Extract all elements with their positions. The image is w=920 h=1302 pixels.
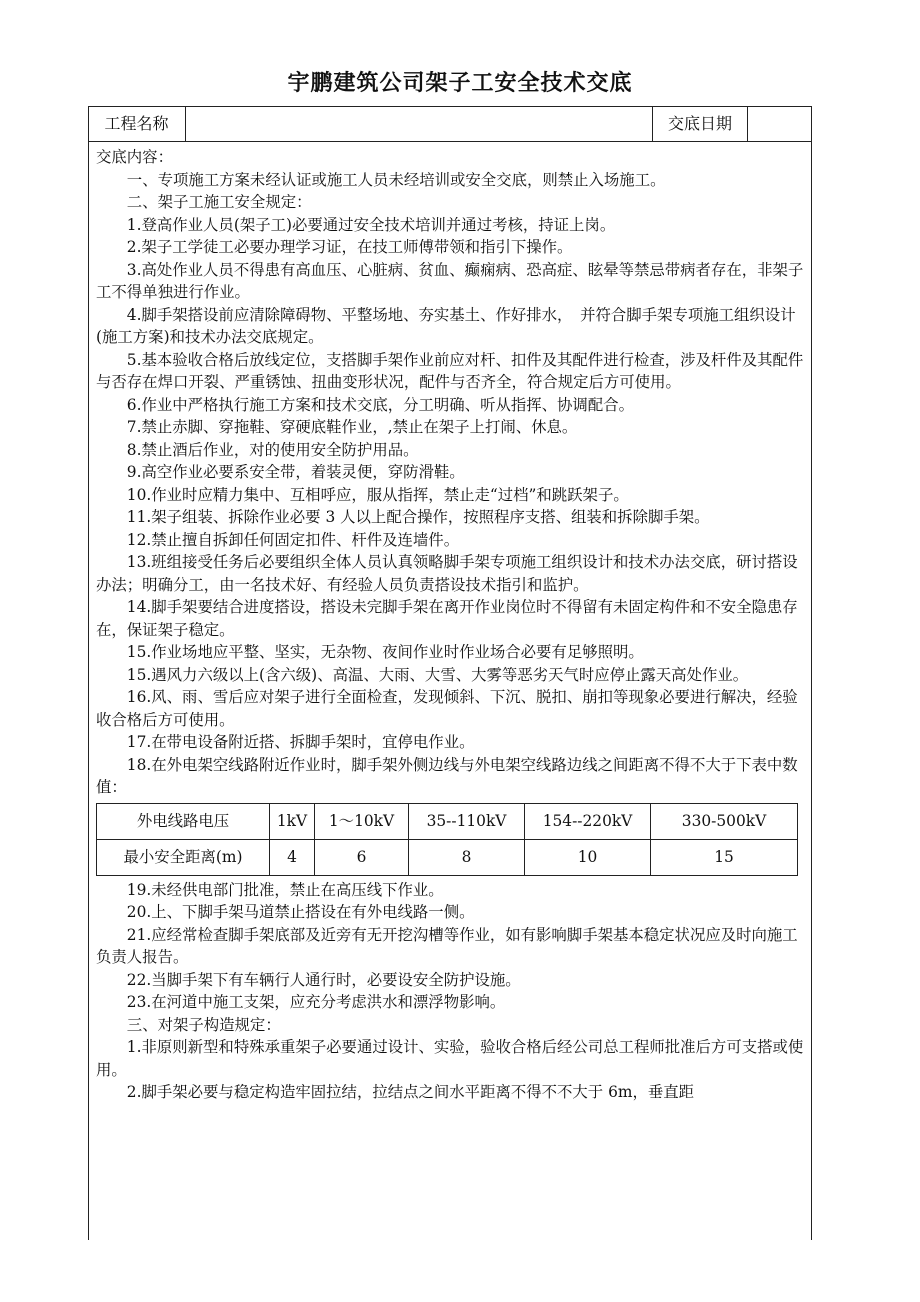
- table-cell: 8: [409, 839, 525, 875]
- voltage-distance-table: [96, 803, 798, 876]
- paragraph: 4.脚手架搭设前应清除障碍物、平整场地、夯实基土、作好排水， 并符合脚手架专项施工组织设计(施工方案)和技术办法交底规定。: [96, 305, 796, 346]
- table-cell: 4: [270, 839, 315, 875]
- paragraph: 21.应经常检查脚手架底部及近旁有无开挖沟槽等作业，如有影响脚手架基本稳定状况应及时向施工负责人报告。: [96, 925, 798, 966]
- paragraph: 2.架子工学徒工必要办理学习证，在技工师傅带领和指引下操作。: [126, 238, 573, 256]
- table-cell: 10: [525, 839, 651, 875]
- header-row: [88, 106, 812, 142]
- table-cell: 最小安全距离(m): [97, 839, 270, 875]
- project-name-label: 工程名称: [88, 106, 186, 141]
- document-title: 宇鹏建筑公司架子工安全技术交底: [287, 71, 633, 96]
- paragraph: 16.风、雨、雪后应对架子进行全面检查，发现倾斜、下沉、脱扣、崩扣等现象必要进行解决，经验收合格后方可使用。: [96, 688, 798, 729]
- paragraph: 2.脚手架必要与稳定构造牢固拉结，拉结点之间水平距离不得不不大于 6m，垂直距: [126, 1083, 695, 1101]
- table-cell: 外电线路电压: [97, 803, 270, 839]
- paragraph: 17.在带电设备附近搭、拆脚手架时，宜停电作业。: [126, 733, 475, 751]
- paragraph: 15.遇风力六级以上(含六级)、高温、大雨、大雪、大雾等恶劣天气时应停止露天高处作业。: [126, 665, 749, 684]
- disclosure-date-field[interactable]: [748, 106, 812, 141]
- paragraph: 20.上、下脚手架马道禁止搭设在有外电线路一侧。: [126, 903, 475, 921]
- table-cell: 330-500kV: [651, 803, 798, 839]
- paragraph: 13.班组接受任务后必要组织全体人员认真领略脚手架专项施工组织设计和技术办法交底，研讨搭设办法；明确分工，由一名技术好、有经验人员负责搭设技术指引和监护。: [96, 553, 798, 594]
- paragraph: 三、对架子构造规定：: [126, 1015, 281, 1034]
- paragraph-list-b: [96, 879, 806, 1104]
- paragraph: 1.登高作业人员(架子工)必要通过安全技术培训并通过考核，持证上岗。: [126, 215, 616, 234]
- paragraph: 6.作业中严格执行施工方案和技术交底，分工明确、听从指挥、协调配合。: [126, 395, 634, 414]
- table-cell: 15: [651, 839, 798, 875]
- table-row: [97, 839, 798, 875]
- content-label: 交底内容：: [96, 148, 173, 166]
- paragraph: 1.非原则新型和特殊承重架子必要通过设计、实验，验收合格后经公司总工程师批准后方可支搭或使用。: [96, 1038, 804, 1079]
- paragraph: 15.作业场地应平整、坚实，无杂物、夜间作业时作业场合必要有足够照明。: [126, 643, 644, 661]
- paragraph: 18.在外电架空线路附近作业时，脚手架外侧边线与外电架空线路边线之间距离不得不大于下表中数值：: [96, 755, 798, 796]
- paragraph: 3.高处作业人员不得患有高血压、心脏病、贫血、癫痫病、恐高症、眩晕等禁忌带病者存在，非架子工不得单独进行作业。: [96, 260, 804, 301]
- paragraph: 14.脚手架要结合进度搭设，搭设未完脚手架在离开作业岗位时不得留有未固定构件和不安全隐患存在，保证架子稳定。: [96, 598, 798, 639]
- paragraph: 一、专项施工方案未经认证或施工人员未经培训或安全交底，则禁止入场施工。: [126, 170, 666, 189]
- paragraph: 23.在河道中施工支架，应充分考虑洪水和漂浮物影响。: [126, 993, 506, 1011]
- paragraph: 8.禁止酒后作业，对的使用安全防护用品。: [126, 440, 419, 459]
- paragraph: 22.当脚手架下有车辆行人通行时，必要设安全防护设施。: [126, 970, 521, 989]
- table-row: [97, 803, 798, 839]
- paragraph: 5.基本验收合格后放线定位，支搭脚手架作业前应对杆、扣件及其配件进行检查，涉及杆件及其配件与否存在焊口开裂、严重锈蚀、扭曲变形状况，配件与否齐全，符合规定后方可使用。: [96, 350, 804, 391]
- paragraph: 19.未经供电部门批准，禁止在高压线下作业。: [126, 880, 444, 899]
- paragraph: 11.架子组装、拆除作业必要 3 人以上配合操作，按照程序支搭、组装和拆除脚手架。: [126, 508, 710, 526]
- disclosure-content: [96, 146, 806, 1104]
- table-cell: 35--110kV: [409, 803, 525, 839]
- paragraph: 10.作业时应精力集中、互相呼应，服从指挥，禁止走“过档”和跳跃架子。: [126, 485, 629, 504]
- project-name-field[interactable]: [186, 106, 653, 141]
- table-cell: 1kV: [270, 803, 315, 839]
- paragraph: 7.禁止赤脚、穿拖鞋、穿硬底鞋作业，,禁止在架子上打闹、休息。: [126, 418, 578, 436]
- table-cell: 6: [315, 839, 409, 875]
- paragraph: 二、架子工施工安全规定：: [126, 193, 312, 211]
- disclosure-date-label: 交底日期: [653, 106, 748, 141]
- paragraph-list-a: [96, 169, 806, 799]
- table-cell: 154--220kV: [525, 803, 651, 839]
- paragraph: 9.高空作业必要系安全带，着装灵便，穿防滑鞋。: [126, 463, 465, 481]
- table-cell: 1～10kV: [315, 803, 409, 839]
- paragraph: 12.禁止擅自拆卸任何固定扣件、杆件及连墙件。: [126, 530, 460, 549]
